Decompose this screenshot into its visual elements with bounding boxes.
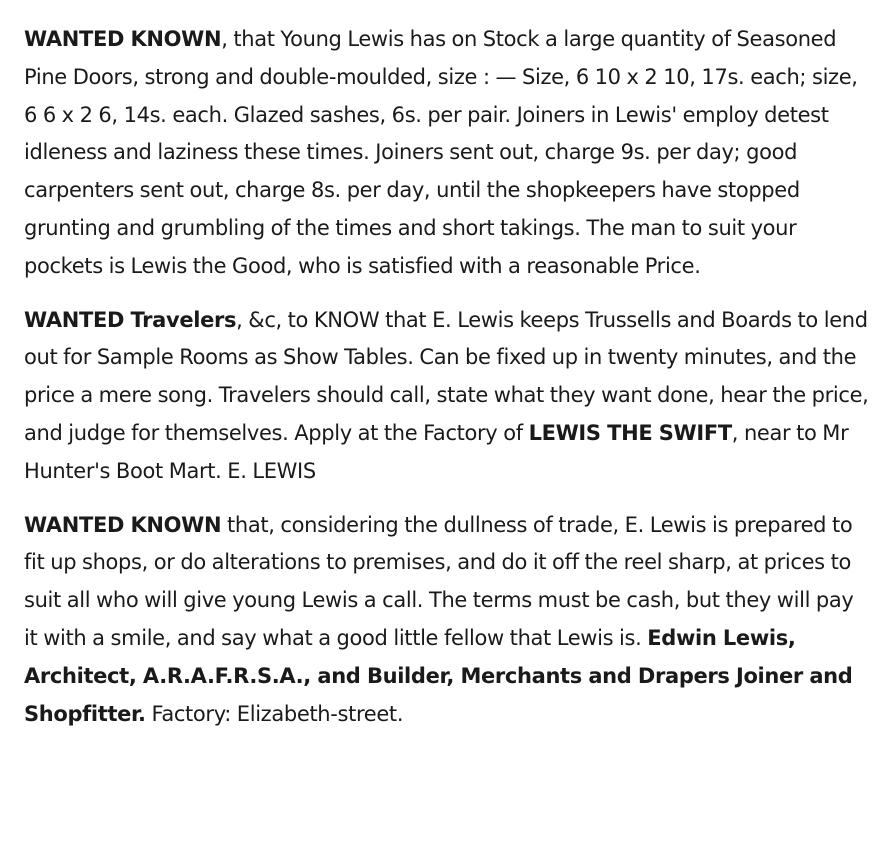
business-name: LEWIS THE SWIFT: [528, 420, 732, 445]
body-text: that, considering the dullness of trade, E. Lewis is prepared to fit up shops, or do alterations to premises, and do it off the reel sharp, at prices to suit all who will give young Lewis a call. The terms must be cash, but they will pay it with a smile, and say what a good little fellow that Lewis is.: [24, 512, 854, 650]
heading-wanted-travelers: WANTED Travelers: [24, 307, 237, 332]
heading-wanted-known: WANTED KNOWN: [24, 512, 222, 537]
body-text: , near to Mr Hunter's Boot Mart. E. LEWIS: [24, 420, 849, 483]
advertisement-paragraph-doors: [24, 21, 872, 286]
business-credentials: Edwin Lewis, Architect, A.R.A.F.R.S.A., and Builder, Merchants and Drapers Joiner and Shopfitter.: [24, 625, 853, 726]
body-text: , that Young Lewis has on Stock a large quantity of Seasoned Pine Doors, strong and double-moulded, size : — Size, 6 10 x 2 10, 17s. each; size, 6 6 x 2 6, 14s. each. Glazed sashes, 6s. per pair. Joiners in Lewis' employ detest idleness and laziness these times. Joiners sent out, charge 9s. per day; good carpenters sent out, charge 8s. per day, until the shopkeepers have stopped grunting and grumbling of the times and short takings. The man to suit your pockets is Lewis the Good, who is satisfied with a reasonable Price.: [24, 27, 858, 278]
advertisement-paragraph-travelers: [24, 302, 872, 491]
advertisement-text: [24, 21, 872, 733]
body-text: , &c, to KNOW that E. Lewis keeps Trussells and Boards to lend out for Sample Rooms as Show Tables. Can be fixed up in twenty minutes, and the price a mere song. Travelers should call, state what they want done, hear the price, and judge for themselves. Apply at the Factory of: [24, 307, 869, 445]
body-text: Factory: Elizabeth-street.: [145, 701, 404, 726]
heading-wanted-known: WANTED KNOWN: [24, 27, 222, 51]
advertisement-paragraph-shopfitting: [24, 507, 872, 734]
